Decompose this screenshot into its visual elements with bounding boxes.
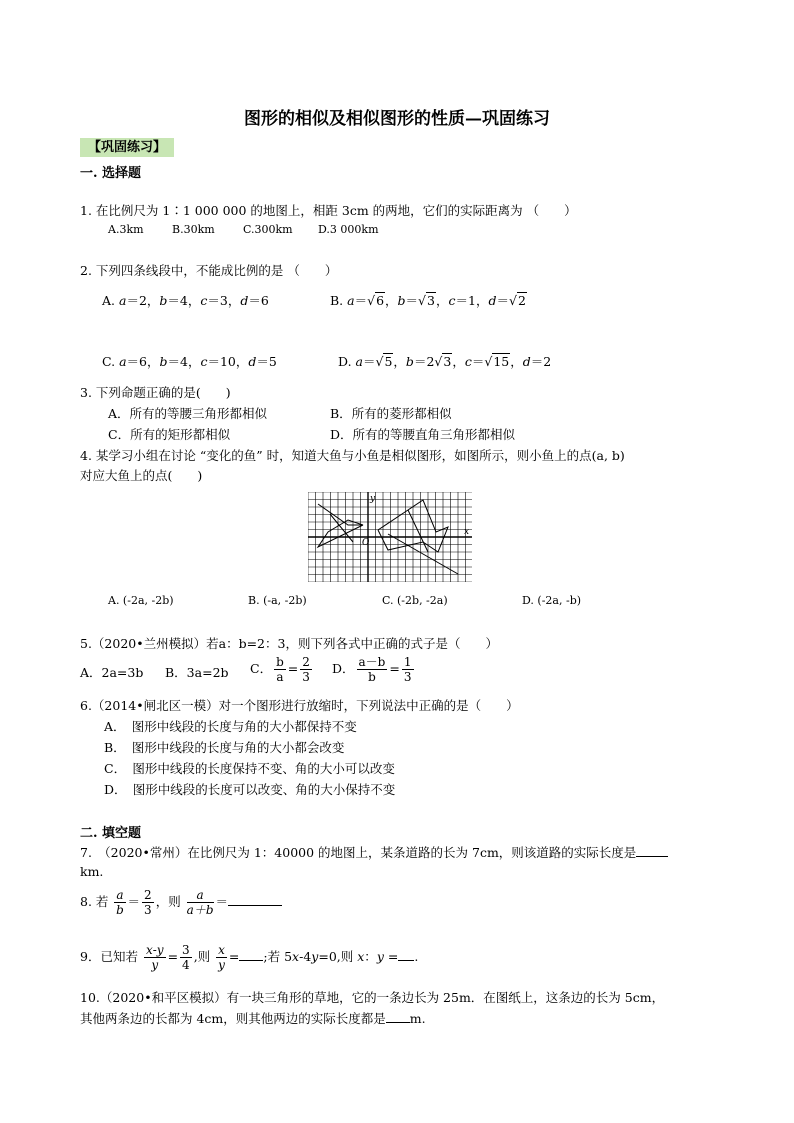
question-4-line1: 4. 某学习小组在讨论 “变化的鱼” 时，知道大鱼与小鱼是相似图形，如图所示，则小鱼上的点(a, b) <box>80 448 625 463</box>
q1-option-c: C.300km <box>243 223 293 236</box>
question-3-stem: 3. 下列命题正确的是( ) <box>80 385 231 400</box>
q4-option-b: B. (-a, -2b) <box>248 594 307 607</box>
question-8: 8. 若 $\frac{a}{b}$ ＝ $\frac{2}{3}$ ，则 $\frac{a}{a+b}$ ＝ <box>80 888 282 917</box>
q2-option-b: B. a＝√6，b＝√3，c＝1，d＝√2 <box>330 293 526 308</box>
question-9: 9．已知若 $\frac{x-y}{y}$ = $\frac{3}{4}$ ,则 $\frac{x}{y}$ = ;若 5x-4y=0,则 x：y = . <box>80 943 419 972</box>
question-5-stem: 5.（2020•兰州模拟）若a：b=2：3，则下列各式中正确的式子是（ ） <box>80 636 498 651</box>
q5-option-b: B．3a=2b <box>165 665 229 680</box>
question-10-line1: 10.（2020•和平区模拟）有一块三角形的草地，它的一条边长为 25m．在图纸上，这条边的长为 5cm， <box>80 990 665 1005</box>
q3-option-d: D．所有的等腰直角三角形都相似 <box>330 427 516 442</box>
page-title: 图形的相似及相似图形的性质—巩固练习 <box>244 109 550 129</box>
question-4-line2: 对应大鱼上的点( ) <box>80 468 203 483</box>
q2-option-c: C. a＝6，b＝4，c＝10，d＝5 <box>102 354 277 369</box>
q6-option-d: D． 图形中线段的长度可以改变、角的大小保持不变 <box>104 782 396 797</box>
q5-option-d: D． $\frac{a-b}{b}$ = $\frac{1}{3}$ <box>332 655 412 684</box>
q6-option-c: C． 图形中线段的长度保持不变、角的大小可以改变 <box>104 761 395 776</box>
section-choice-heading: 一. 选择题 <box>80 166 142 181</box>
q3-option-a: A．所有的等腰三角形都相似 <box>108 406 268 421</box>
section-tag: 【巩固练习】 <box>80 138 174 157</box>
q6-option-b: B． 图形中线段的长度与角的大小都会改变 <box>104 740 345 755</box>
q4-option-c: C. (-2b, -2a) <box>382 594 448 607</box>
fish-grid-figure <box>308 492 472 582</box>
question-1-stem: 1. 在比例尺为 1∶1 000 000 的地图上，相距 3cm 的两地，它们的实际距离为 （ ） <box>80 203 577 218</box>
q5-option-a: A．2a=3b <box>80 665 144 680</box>
question-7-line2: km. <box>80 864 104 879</box>
q2-option-d: D. a＝√5，b＝2√3，c＝√15，d＝2 <box>338 354 552 369</box>
question-10-line2: 其他两条边的长都为 4cm，则其他两边的实际长度都是 m. <box>80 1011 426 1026</box>
question-2-stem: 2. 下列四条线段中，不能成比例的是 （ ） <box>80 263 338 278</box>
q4-option-a: A. (-2a, -2b) <box>108 594 174 607</box>
question-6-stem: 6.（2014•闸北区一模）对一个图形进行放缩时，下列说法中正确的是（ ） <box>80 698 519 713</box>
q1-option-a: A.3km <box>108 223 144 236</box>
q3-option-c: C．所有的矩形都相似 <box>108 427 231 442</box>
q2-option-a: A. a＝2，b＝4，c＝3，d＝6 <box>102 293 269 308</box>
q4-option-d: D. (-2a, -b) <box>522 594 582 607</box>
q1-option-d: D.3 000km <box>318 223 379 236</box>
q5-option-c: C． $\frac{b}{a}$ = $\frac{2}{3}$ <box>250 655 310 684</box>
figure-origin-label: O <box>362 538 370 548</box>
q6-option-a: A． 图形中线段的长度与角的大小都保持不变 <box>104 719 357 734</box>
figure-axis-x-label: x <box>464 527 470 537</box>
q3-option-b: B．所有的菱形都相似 <box>330 406 452 421</box>
section-fill-heading: 二. 填空题 <box>80 826 142 841</box>
q1-option-b: B.30km <box>172 223 215 236</box>
question-7-line1: 7. （2020•常州）在比例尺为 1：40000 的地图上，某条道路的长为 7cm，则该道路的实际长度是 <box>80 843 668 861</box>
figure-axis-y-label: y <box>370 494 376 504</box>
